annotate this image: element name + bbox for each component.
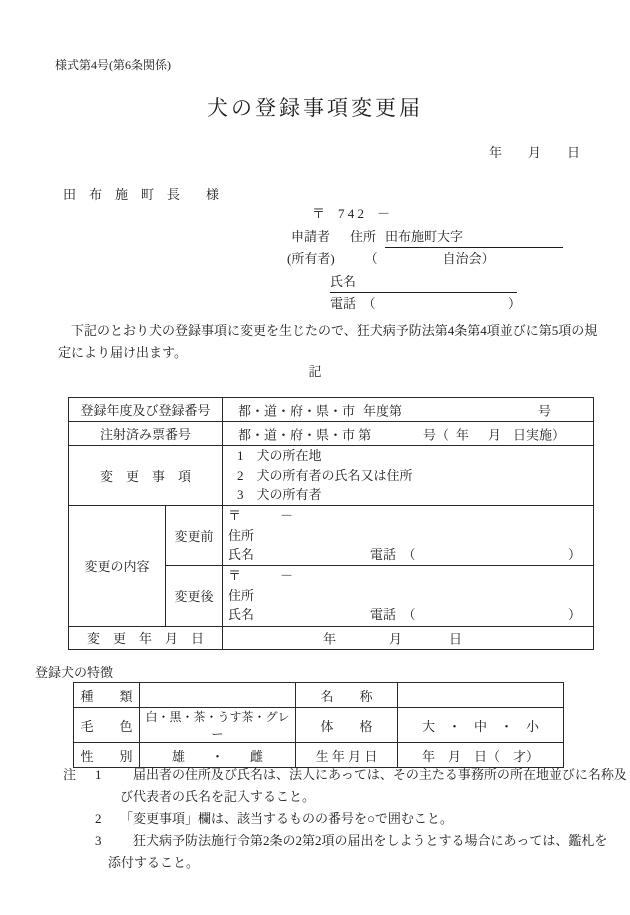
note-item-1 [63, 764, 627, 808]
note-1-line-2: び代表者の氏名を記入すること。 [120, 789, 316, 804]
name-phone-blank [223, 545, 593, 565]
phone-label: 電話 （ [370, 547, 416, 562]
change-before-row [69, 506, 594, 566]
month-label: 月 [389, 631, 403, 646]
number-suffix: 号 [538, 403, 552, 418]
addressee: 田 布 施 町 長 様 [63, 187, 220, 202]
phone-label: 電話 （ [370, 607, 416, 623]
note-2-line-1: 「変更事項」欄は、該当するものの番号を○で囲むこと。 [120, 811, 453, 826]
prefecture-options: 都・道・府・県・市 [238, 403, 356, 418]
change-items-label: 変 更 事 項 [69, 446, 223, 506]
change-items-row [69, 446, 594, 506]
after-change-label: 変更後 [166, 565, 223, 626]
name-field: 氏名 [330, 272, 517, 293]
coat-color-label: 毛 色 [74, 708, 140, 743]
paragraph-line-1: 下記のとおり犬の登録事項に変更を生じたので、狂犬病予防法第4条第4項並びに第5項の規 [58, 323, 598, 338]
ki-heading: 記 [308, 364, 322, 379]
name-label: 氏名 [228, 607, 255, 623]
phone-close-paren: ） [568, 607, 582, 623]
sex-options: 雄 ・ 雌 [140, 743, 296, 768]
month-label: 月 [488, 427, 502, 442]
name-line [287, 271, 587, 294]
breed-value [140, 683, 296, 708]
phone-line [287, 293, 587, 316]
change-date-value [223, 626, 594, 649]
build-label: 体 格 [296, 708, 398, 743]
registration-number-row [69, 398, 594, 422]
change-item-3: 3 犬の所有者 [237, 487, 322, 503]
owner-line [287, 248, 587, 271]
injection-tag-row [69, 422, 594, 446]
postal-blank: 〒 － [228, 568, 294, 584]
phone-close-paren: ） [568, 547, 582, 562]
change-item-2: 2 犬の所有者の氏名又は住所 [237, 467, 413, 483]
name-label: 氏名 [228, 547, 255, 562]
sex-label: 性 別 [74, 743, 140, 768]
applicant-address-line [287, 226, 587, 249]
name-phone-blank [223, 605, 593, 625]
birth-date-label: 生 年 月 日 [296, 743, 398, 768]
note-number: 1 [95, 767, 102, 782]
injection-tag-label: 注射済み票番号 [69, 422, 223, 446]
dog-name-label: 名 称 [296, 683, 398, 708]
applicant-block [287, 203, 587, 316]
note-number: 3 [95, 833, 102, 848]
registration-number-value [223, 398, 594, 422]
registration-number-label: 登録年度及び登録番号 [69, 398, 223, 422]
address-blank: 住所 [228, 587, 255, 603]
characteristics-row-2 [74, 708, 564, 743]
number-paren: 号（ [423, 427, 450, 442]
note-3-line-1: 狂犬病予防法施行令第2条の2第2項の届出をしようとする場合にあっては、鑑札を [133, 833, 608, 848]
address-label: 住所 [350, 228, 377, 244]
day-implemented-label: 日実施） [513, 427, 566, 442]
note-item-2 [63, 808, 611, 830]
postal-code-line: 〒 7 4 2 － [312, 206, 391, 221]
day-label: 日 [449, 631, 463, 646]
build-options: 大 ・ 中 ・ 小 [398, 708, 564, 743]
coat-color-options: 白・黒・茶・うす茶・グレー [140, 708, 296, 743]
body-paragraph [58, 320, 603, 364]
year-label: 年 [323, 631, 337, 646]
address-blank: 住所 [228, 527, 255, 543]
postal-blank: 〒 － [228, 508, 294, 523]
note-text [108, 830, 611, 874]
change-date-label: 変 更 年 月 日 [69, 626, 223, 649]
injection-tag-value [223, 422, 594, 446]
prefecture-options: 都・道・府・県・市 第 [238, 427, 372, 442]
address-value-field: 田布施町大字 [385, 227, 563, 248]
note-number: 2 [95, 811, 102, 826]
change-date-row [69, 626, 594, 649]
phone-close-paren: ） [508, 296, 522, 311]
form-number: 様式第4号(第6条関係) [55, 58, 171, 72]
change-notification-table [68, 397, 594, 650]
note-text [120, 808, 611, 830]
characteristics-row-1 [74, 683, 564, 708]
notes-section [63, 764, 627, 874]
fiscal-year-label: 年度第 [363, 403, 403, 418]
characteristics-title: 登録犬の特徴 [35, 665, 114, 680]
year-label: 年 [456, 427, 470, 442]
note-heading: 注 [63, 767, 77, 782]
jichikai-blank: （ 自治会） [364, 251, 495, 266]
note-item-3 [63, 830, 611, 874]
birth-date-value: 年 月 日（ 才） [398, 743, 564, 768]
note-1-line-1: 届出者の住所及び氏名は、法人にあっては、その主たる事務所の所在地並びに名称及 [133, 767, 627, 782]
paragraph-line-2: 定により届け出ます。 [58, 345, 187, 360]
owner-label: (所有者) [287, 251, 335, 266]
applicant-label: 申請者 [291, 228, 331, 244]
breed-label: 種 類 [74, 683, 140, 708]
date-line: 年 月 日 [489, 145, 581, 160]
page-title: 犬の登録事項変更届 [207, 96, 423, 120]
change-content-label: 変更の内容 [69, 506, 166, 627]
change-item-1: 1 犬の所在地 [237, 448, 322, 464]
characteristics-table [73, 682, 564, 768]
note-text [120, 764, 627, 808]
before-change-label: 変更前 [166, 506, 223, 566]
change-items-list [223, 446, 594, 506]
note-3-line-2: 添付すること。 [108, 855, 200, 870]
phone-label: 電話 （ [330, 296, 376, 311]
after-change-fields [223, 565, 594, 626]
dog-name-value [398, 683, 564, 708]
before-change-fields [223, 506, 594, 566]
